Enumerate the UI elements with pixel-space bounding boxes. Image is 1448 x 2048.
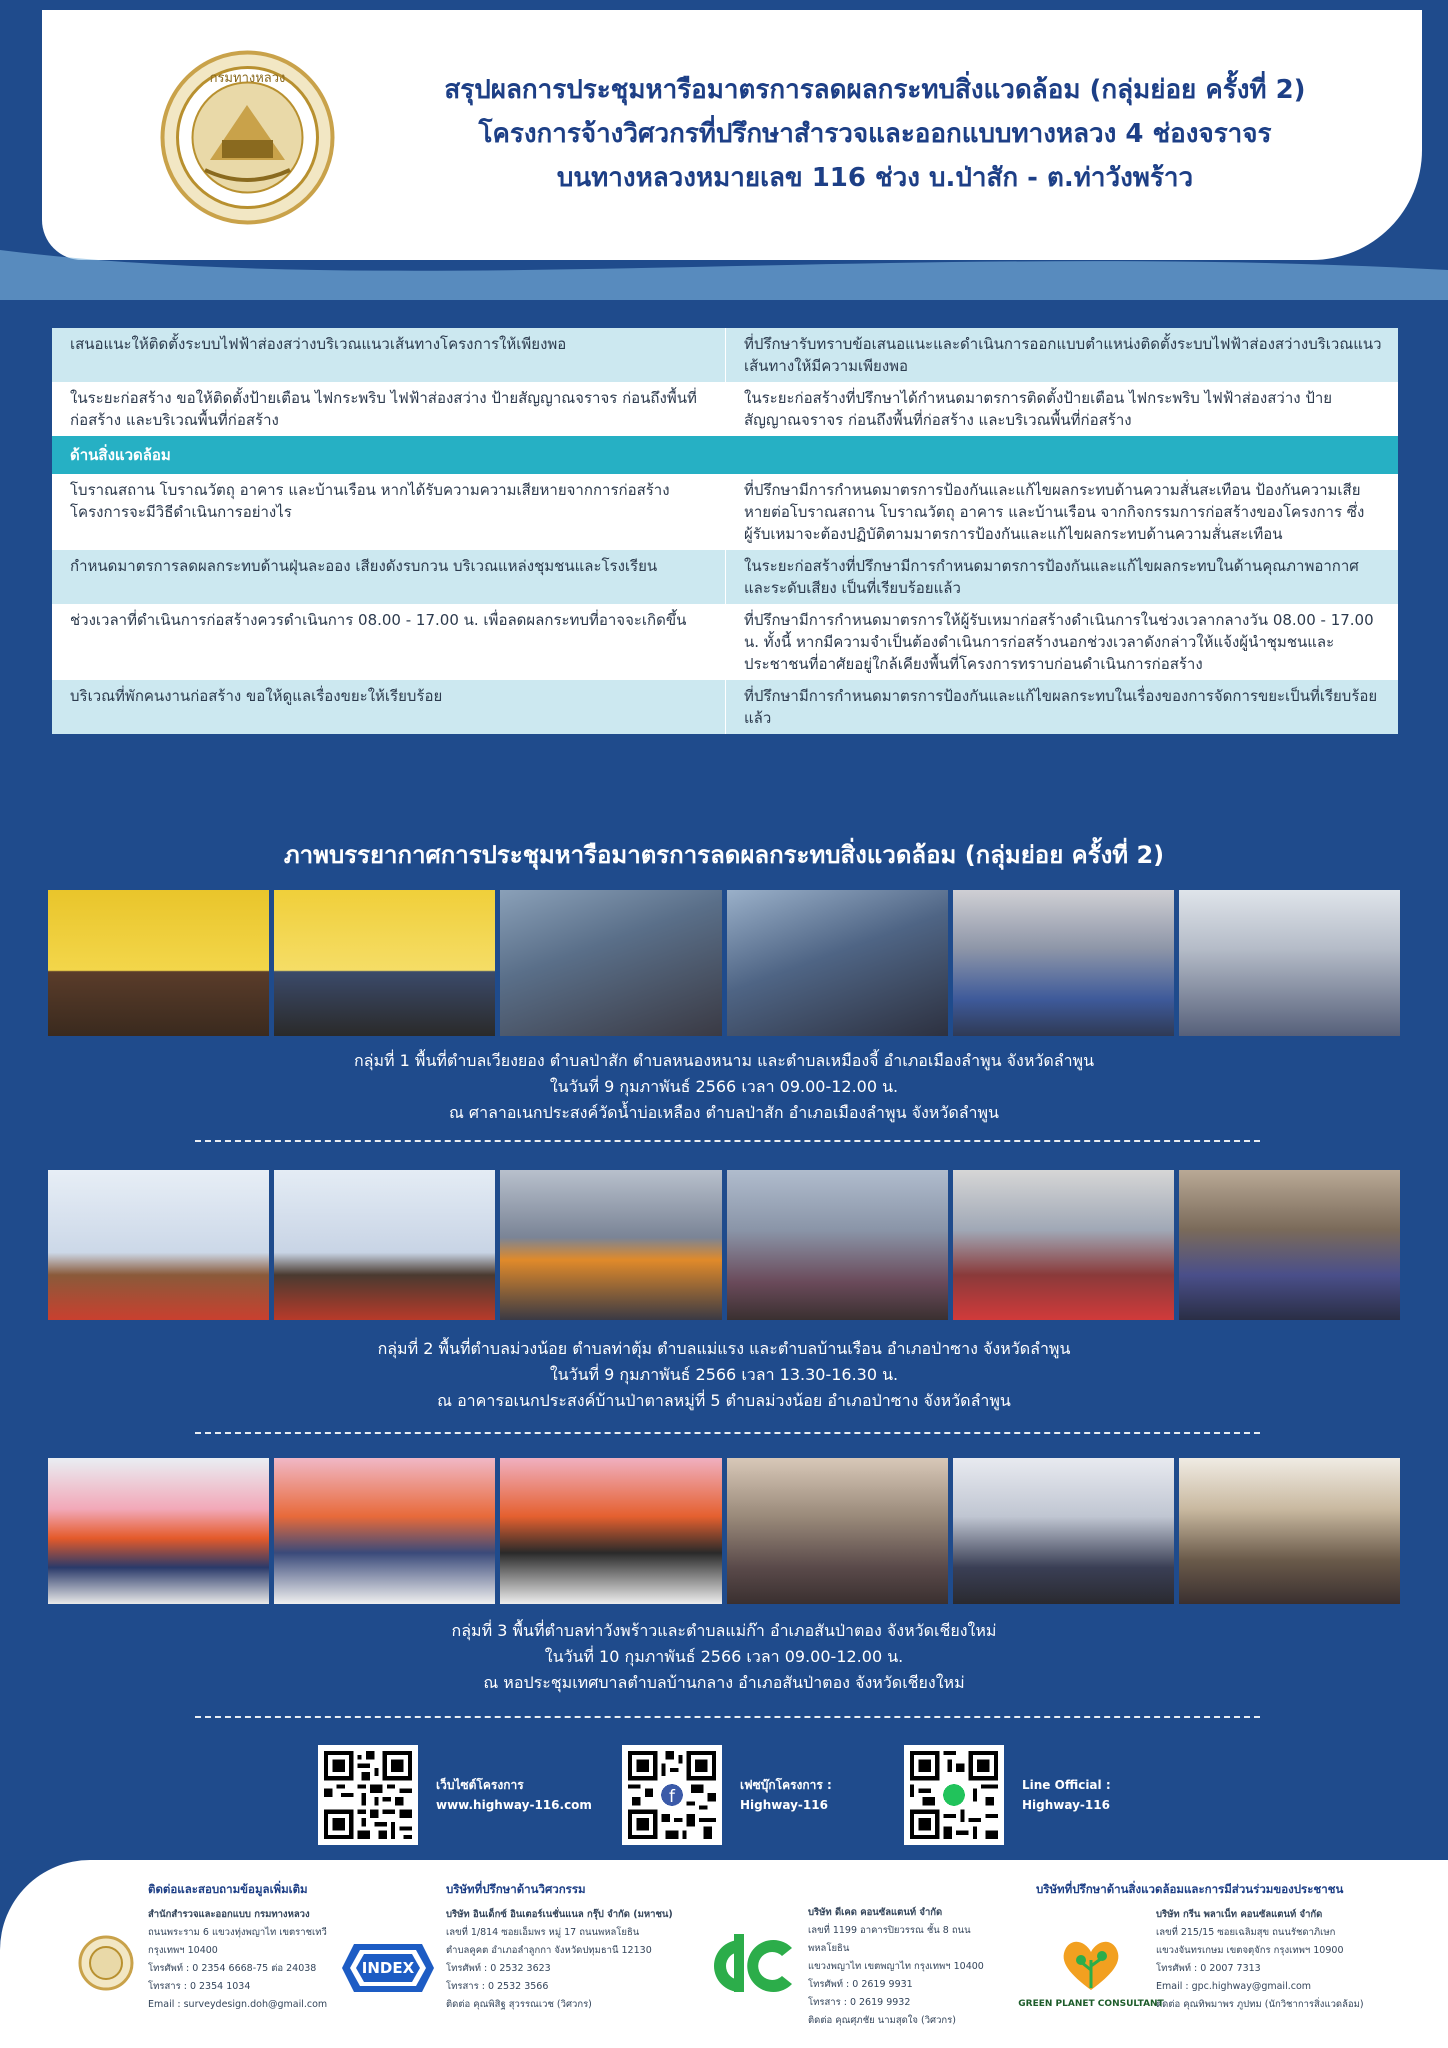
index-logo xyxy=(340,1942,436,1994)
address-line: ถนนพระราม 6 แขวงทุ่งพญาไท เขตราชเทวี xyxy=(148,1927,327,1938)
phone-line: โทรศัพท์ : 0 2532 3623 xyxy=(446,1963,551,1974)
header-title xyxy=(360,68,1390,200)
table-cell-response: ที่ปรึกษารับทราบข้อเสนอแนะและดำเนินการออกแบบตำแหน่งติดตั้งระบบไฟฟ้าส่องสว่างบริเวณแนวเส้นทางให้มีความเพียงพอ xyxy=(744,335,1382,375)
footer-engineering xyxy=(446,1880,726,2014)
caption-line: ณ อาคารอเนกประสงค์บ้านป่าตาลหมู่ที่ 5 ตำบลม่วงน้อย อำเภอป่าซาง จังหวัดลำพูน xyxy=(437,1391,1011,1410)
contact-person-line: ติดต่อ คุณทิพมาพร ภูปทม (นักวิชาการสิ่งแวดล้อม) xyxy=(1156,1999,1364,2010)
caption-line: กลุ่มที่ 3 พื้นที่ตำบลท่าวังพร้าวและตำบลแม่ก๊า อำเภอสันป่าตอง จังหวัดเชียงใหม่ xyxy=(451,1621,997,1640)
qr-facebook[interactable] xyxy=(622,1745,832,1845)
caption-line: ในวันที่ 10 กุมภาพันธ์ 2566 เวลา 09.00-12.00 น. xyxy=(544,1647,904,1666)
qr-label xyxy=(1022,1775,1111,1815)
table-row xyxy=(52,474,1398,550)
qr-label-title: Line Official : xyxy=(1022,1778,1111,1792)
phone-line: โทรศัพท์ : 0 2354 6668-75 ต่อ 24038 xyxy=(148,1963,317,1974)
table-row xyxy=(52,382,1398,436)
table-cell-issue: บริเวณที่พักคนงานก่อสร้าง ขอให้ดูแลเรื่องขยะให้เรียบร้อย xyxy=(52,680,726,734)
logo-text: กรมทางหลวง xyxy=(209,71,286,86)
green-planet-logo-text: GREEN PLANET CONSULTANT xyxy=(1018,1999,1164,2009)
meeting-photo xyxy=(727,890,948,1036)
footer-org-name: บริษัท ดีเคด คอนซัลแตนท์ จำกัด xyxy=(808,1907,943,1918)
qr-label xyxy=(740,1775,832,1815)
phone-line: โทรศัพท์ : 0 2007 7313 xyxy=(1156,1963,1261,1974)
caption-line: กลุ่มที่ 2 พื้นที่ตำบลม่วงน้อย ตำบลท่าตุ้ม ตำบลแม่แรง และตำบลบ้านเรือน อำเภอป่าซาง จังหวัดลำพูน xyxy=(377,1339,1071,1358)
svg-text:f: f xyxy=(669,1786,675,1807)
meeting-photo xyxy=(274,890,495,1036)
group-2-caption xyxy=(0,1336,1448,1414)
caption-line: ณ หอประชุมเทศบาลตำบลบ้านกลาง อำเภอสันป่าตอง จังหวัดเชียงใหม่ xyxy=(483,1673,965,1692)
facebook-icon[interactable] xyxy=(622,1745,722,1845)
table-row xyxy=(52,604,1398,680)
divider xyxy=(195,1432,1260,1434)
meeting-photo xyxy=(48,1170,269,1320)
section-label: ด้านสิ่งแวดล้อม xyxy=(70,446,171,464)
photo-row-group-2 xyxy=(48,1170,1400,1320)
address-line: แขวงพญาไท เขตพญาไท กรุงเทพฯ 10400 xyxy=(808,1961,984,1972)
photos-section-title: ภาพบรรยากาศการประชุมหารือมาตรการลดผลกระทบสิ่งแวดล้อม (กลุ่มย่อย ครั้งที่ 2) xyxy=(283,841,1165,869)
index-logo-text: INDEX xyxy=(361,1959,415,1977)
facebook-link[interactable]: Highway-116 xyxy=(740,1798,828,1812)
fax-line: โทรสาร : 0 2354 1034 xyxy=(148,1981,251,1992)
table-cell-response: ที่ปรึกษามีการกำหนดมาตรการป้องกันและแก้ไขผลกระทบด้านความสั่นสะเทือน ป้องกันความเสียหายต่อโบราณสถาน โบราณวัตถุ อาคาร และบ้านเรือน จากกิจกรรมการก่อสร้างของโครงการ ซึ่งผู้รับเหมาจะต้องปฏิบัติตามมาตรการป้องกันและแก้ไขผลกระทบด้านความสั่นสะเทือน xyxy=(744,481,1365,543)
caption-line: ณ ศาลาอเนกประสงค์วัดน้ำบ่อเหลือง ตำบลป่าสัก อำเภอเมืองลำพูน จังหวัดลำพูน xyxy=(449,1103,999,1122)
meeting-photo xyxy=(1179,1170,1400,1320)
qr-line[interactable] xyxy=(904,1745,1111,1845)
footer-heading: ติดต่อและสอบถามข้อมูลเพิ่มเติม xyxy=(148,1882,308,1896)
measures-table xyxy=(52,328,1398,734)
title-line-3: บนทางหลวงหมายเลข 116 ช่วง บ.ป่าสัก - ต.ท่าวังพร้าว xyxy=(556,163,1194,193)
table-cell-response: ที่ปรึกษามีการกำหนดมาตรการให้ผู้รับเหมาก่อสร้างดำเนินการในช่วงเวลากลางวัน 08.00 - 17.00 น. ทั้งนี้ หากมีความจำเป็นต้องดำเนินการก่อสร้างนอกช่วงเวลาดังกล่าวให้แจ้งผู้นำชุมชนและประชาชนที่อาศัยอยู่ใกล้เคียงพื้นที่โครงการทราบก่อนดำเนินการก่อสร้าง xyxy=(744,611,1374,673)
group-3-caption xyxy=(0,1618,1448,1696)
table-section-header xyxy=(52,436,1398,474)
meeting-photo xyxy=(48,890,269,1036)
address-line: เลขที่ 1/814 ซอยเอ็มพร หมู่ 17 ถนนพหลโยธิน xyxy=(446,1927,640,1938)
footer-engineering-2 xyxy=(808,1904,1008,2030)
address-line: กรุงเทพฯ 10400 xyxy=(148,1945,218,1956)
table-row xyxy=(52,328,1398,382)
group-1-caption xyxy=(0,1048,1448,1126)
fax-line: โทรสาร : 0 2532 3566 xyxy=(446,1981,549,1992)
table-cell-issue: ในระยะก่อสร้าง ขอให้ติดตั้งป้ายเตือน ไฟกระพริบ ไฟฟ้าส่องสว่าง ป้ายสัญญาณจราจร ก่อนถึงพื้นที่ก่อสร้าง และบริเวณพื้นที่ก่อสร้าง xyxy=(52,382,726,436)
meeting-photo xyxy=(500,890,721,1036)
photo-row-group-3 xyxy=(48,1458,1400,1604)
footer-org-name: สำนักสำรวจและออกแบบ กรมทางหลวง xyxy=(148,1909,310,1920)
qr-website[interactable] xyxy=(318,1745,592,1845)
header-wave xyxy=(0,240,1448,300)
caption-line: ในวันที่ 9 กุมภาพันธ์ 2566 เวลา 13.30-16.30 น. xyxy=(549,1365,899,1384)
address-line: แขวงจันทรเกษม เขตจตุจักร กรุงเทพฯ 10900 xyxy=(1156,1945,1344,1956)
table-row xyxy=(52,550,1398,604)
phone-line: โทรศัพท์ : 0 2619 9931 xyxy=(808,1979,913,1990)
meeting-photo xyxy=(1179,1458,1400,1604)
table-cell-issue: กำหนดมาตรการลดผลกระทบด้านฝุ่นละออง เสียงดังรบกวน บริเวณแหล่งชุมชนและโรงเรียน xyxy=(52,550,726,604)
qr-label-title: เฟซบุ๊กโครงการ : xyxy=(740,1778,832,1792)
table-cell-issue: เสนอแนะให้ติดตั้งระบบไฟฟ้าส่องสว่างบริเวณแนวเส้นทางโครงการให้เพียงพอ xyxy=(52,328,726,382)
footer-org-name: บริษัท อินเด็กซ์ อินเตอร์เนชั่นแนล กรุ๊ป จำกัด (มหาชน) xyxy=(446,1909,673,1920)
department-of-highways-small-logo xyxy=(78,1935,134,1991)
table-cell-response: ในระยะก่อสร้างที่ปรึกษามีการกำหนดมาตรการป้องกันและแก้ไขผลกระทบในด้านคุณภาพอากาศและระดับเสียง เป็นที่เรียบร้อยแล้ว xyxy=(744,557,1359,597)
line-link[interactable]: Highway-116 xyxy=(1022,1798,1110,1812)
divider xyxy=(195,1140,1260,1142)
table-cell-issue: ช่วงเวลาที่ดำเนินการก่อสร้างควรดำเนินการ 08.00 - 17.00 น. เพื่อลดผลกระทบที่อาจจะเกิดขึ้น xyxy=(52,604,726,680)
title-line-1: สรุปผลการประชุมหารือมาตรการลดผลกระทบสิ่งแวดล้อม (กลุ่มย่อย ครั้งที่ 2) xyxy=(444,75,1306,105)
website-link[interactable]: www.highway-116.com xyxy=(436,1798,592,1812)
line-icon[interactable] xyxy=(904,1745,1004,1845)
photo-row-group-1 xyxy=(48,890,1400,1036)
green-planet-logo xyxy=(1018,1920,1164,2020)
meeting-photo xyxy=(274,1458,495,1604)
caption-line: ในวันที่ 9 กุมภาพันธ์ 2566 เวลา 09.00-12.00 น. xyxy=(549,1077,899,1096)
meeting-photo xyxy=(953,1458,1174,1604)
table-row xyxy=(52,680,1398,734)
table-cell-response: ในระยะก่อสร้างที่ปรึกษาได้กำหนดมาตรการติดตั้งป้ายเตือน ไฟกระพริบ ไฟฟ้าส่องสว่าง ป้ายสัญญาณจราจร ก่อนถึงพื้นที่ก่อสร้าง และบริเวณพื้นที่ก่อสร้าง xyxy=(744,389,1333,429)
meeting-photo xyxy=(727,1170,948,1320)
fax-line: โทรสาร : 0 2619 9932 xyxy=(808,1997,911,2008)
footer-heading: บริษัทที่ปรึกษาด้านสิ่งแวดล้อมและการมีส่วนร่วมของประชาชน xyxy=(1036,1882,1344,1896)
qr-label xyxy=(436,1775,592,1815)
email-line[interactable]: Email : surveydesign.doh@gmail.com xyxy=(148,1999,328,2010)
title-line-2: โครงการจ้างวิศวกรที่ปรึกษาสำรวจและออกแบบทางหลวง 4 ช่องจราจร xyxy=(478,119,1272,149)
meeting-photo xyxy=(953,890,1174,1036)
web-qr-icon[interactable] xyxy=(318,1745,418,1845)
meeting-photo xyxy=(274,1170,495,1320)
address-line: เลขที่ 1199 อาคารปิยวรรณ ชั้น 8 ถนนพหลโยธิน xyxy=(808,1925,971,1954)
meeting-photo xyxy=(1179,890,1400,1036)
meeting-photo xyxy=(500,1170,721,1320)
address-line: เลขที่ 215/15 ซอยเฉลิมสุข ถนนรัชดาภิเษก xyxy=(1156,1927,1336,1938)
caption-line: กลุ่มที่ 1 พื้นที่ตำบลเวียงยอง ตำบลป่าสัก ตำบลหนองหนาม และตำบลเหมืองจี้ อำเภอเมืองลำพูน จังหวัดลำพูน xyxy=(353,1051,1095,1070)
department-of-highways-logo xyxy=(160,50,335,225)
footer-heading: บริษัทที่ปรึกษาด้านวิศวกรรม xyxy=(446,1882,586,1896)
contact-person-line: ติดต่อ คุณศุภชัย นามสุดใจ (วิศวกร) xyxy=(808,2015,956,2026)
table-cell-issue: โบราณสถาน โบราณวัตถุ อาคาร และบ้านเรือน หากได้รับความความเสียหายจากการก่อสร้างโครงการจะมีวิธีดำเนินการอย่างไร xyxy=(52,474,726,550)
email-line[interactable]: Email : gpc.highway@gmail.com xyxy=(1156,1981,1312,1992)
meeting-photo xyxy=(727,1458,948,1604)
divider xyxy=(195,1716,1260,1718)
table-cell-response: ที่ปรึกษามีการกำหนดมาตรการป้องกันและแก้ไขผลกระทบในเรื่องของการจัดการขยะเป็นที่เรียบร้อยแล้ว xyxy=(744,687,1378,727)
contact-person-line: ติดต่อ คุณพิสิฐ สุวรรณเวช (วิศวกร) xyxy=(446,1999,592,2010)
qr-label-title: เว็บไซต์โครงการ xyxy=(436,1778,524,1792)
meeting-photo xyxy=(500,1458,721,1604)
address-line: ตำบลคูคต อำเภอลำลูกกา จังหวัดปทุมธานี 12130 xyxy=(446,1945,652,1956)
meeting-photo xyxy=(48,1458,269,1604)
meeting-photo xyxy=(953,1170,1174,1320)
footer-org-name: บริษัท กรีน พลาเน็ท คอนซัลแตนท์ จำกัด xyxy=(1156,1909,1323,1920)
decade-logo xyxy=(700,1930,796,2002)
